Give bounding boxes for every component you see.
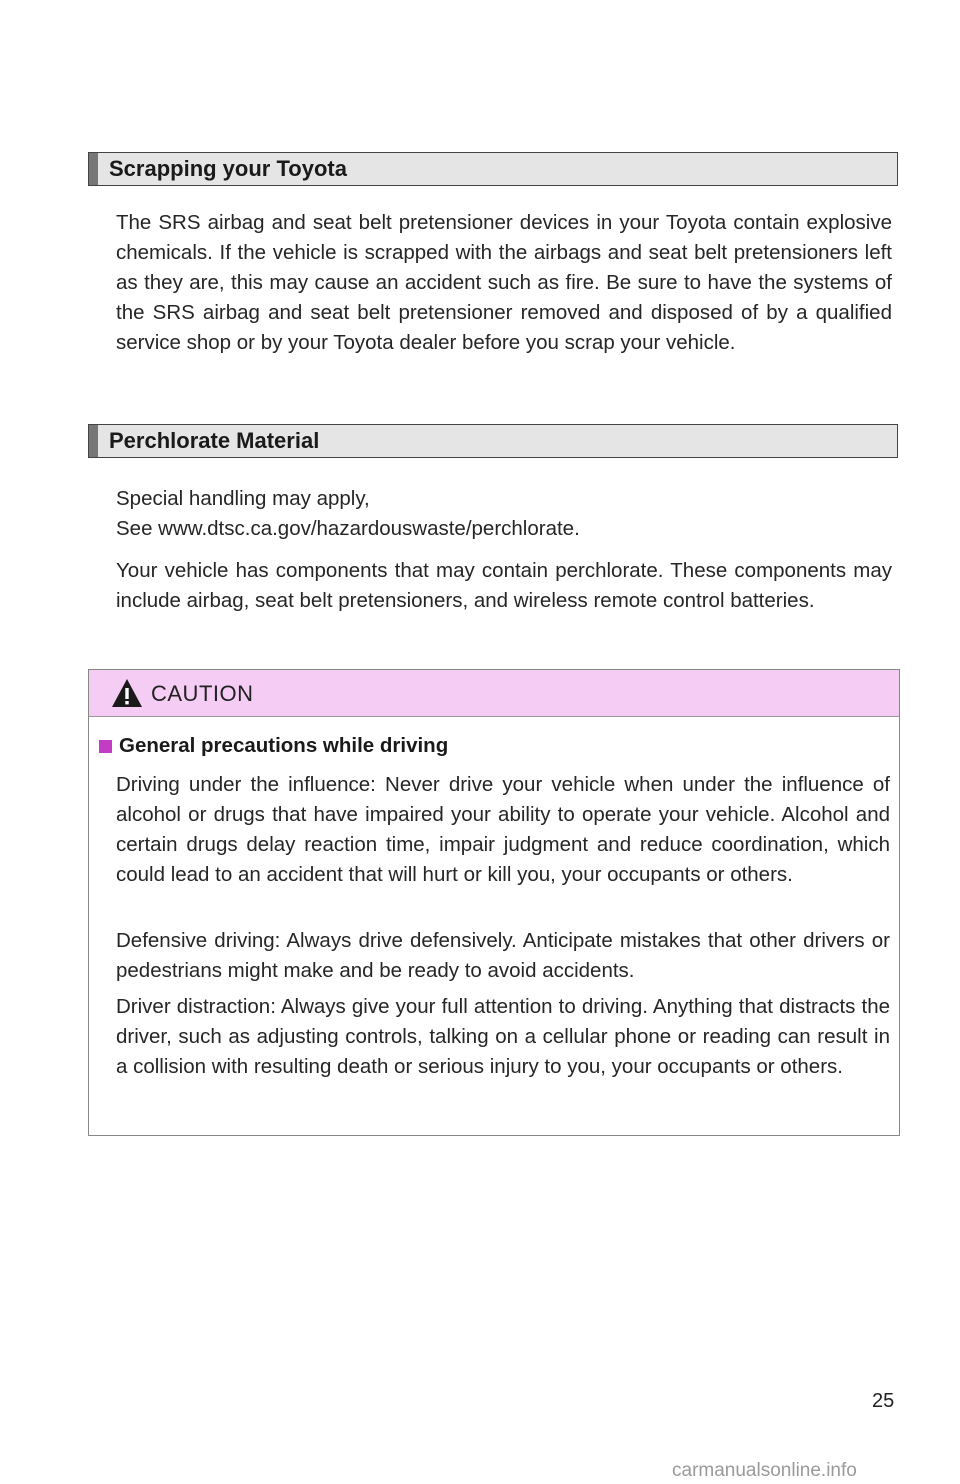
square-bullet-icon	[99, 740, 112, 753]
warning-triangle-icon	[111, 678, 143, 708]
caution-header	[89, 670, 899, 717]
caution-label: CAUTION	[151, 681, 254, 706]
section-header-bar	[89, 153, 98, 185]
section-header-bar	[89, 425, 98, 457]
caution-paragraph-2: Defensive driving: Always drive defensively. Anticipate mistakes that other drivers or pedestrians might make and be ready to avoid accidents.	[116, 929, 890, 982]
perchlorate-line-2: See www.dtsc.ca.gov/hazardouswaste/perchlorate.	[116, 517, 580, 540]
section-header-scrapping	[88, 152, 898, 186]
caution-heading-text: General precautions while driving	[119, 734, 449, 757]
section-title: Scrapping your Toyota	[109, 156, 347, 181]
caution-paragraph-1: Driving under the influence: Never drive your vehicle when under the influence of alcohol or drugs that have impaired your ability to operate your vehicle. Alcohol and certain drugs delay reaction time, impair judgment and reduce coordination, which could lead to an accident that will hurt or kill you, your occupants or others.	[116, 773, 890, 886]
caution-paragraph-3: Driver distraction: Always give your full attention to driving. Anything that distracts the driver, such as adjusting controls, talking on a cellular phone or reading can result in a collision with resulting death or serious injury to you, your occupants or others.	[116, 995, 890, 1078]
scrapping-paragraph: The SRS airbag and seat belt pretensioner devices in your Toyota contain explosive chemicals. If the vehicle is scrapped with the airbags and seat belt pretensioners left as they are, this may cause an accident such as fire. Be sure to have the systems of the SRS airbag and seat belt pretensioner removed and disposed of by a qualified service shop or by your Toyota dealer before you scrap your vehicle.	[116, 211, 892, 354]
section-header-perchlorate	[88, 424, 898, 458]
caution-subheading	[99, 734, 448, 758]
caution-box	[88, 669, 900, 1136]
watermark: carmanualsonline.info	[672, 1460, 857, 1481]
perchlorate-line-1: Special handling may apply,	[116, 487, 370, 510]
perchlorate-paragraph: Your vehicle has components that may contain perchlorate. These components may include airbag, seat belt pretensioners, and wireless remote control batteries.	[116, 559, 892, 612]
section-title: Perchlorate Material	[109, 428, 320, 453]
page-number: 25	[872, 1390, 895, 1412]
